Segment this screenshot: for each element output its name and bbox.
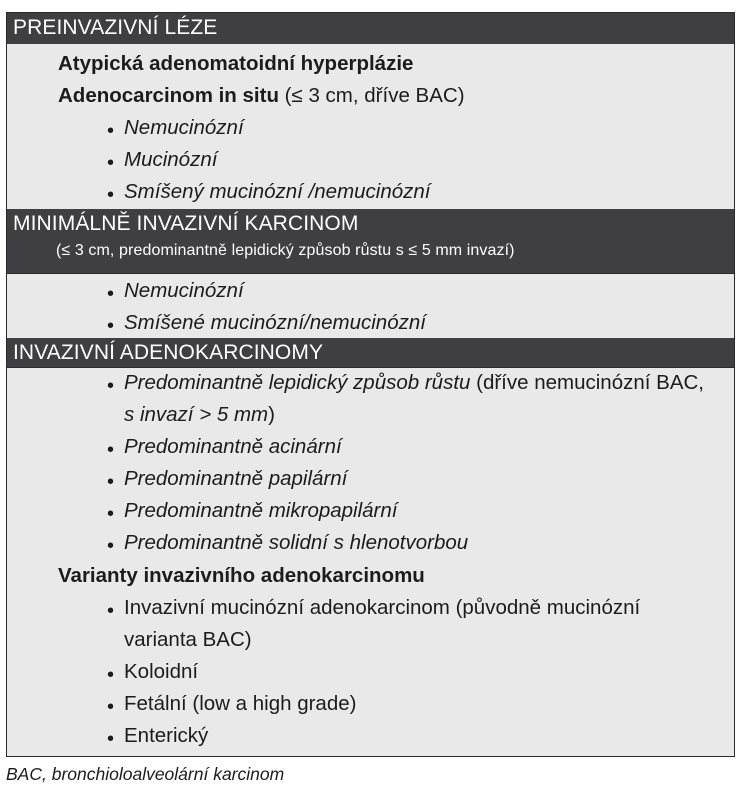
item-main: Adenocarcinom in situ [58,84,279,107]
bullet-icon: • [107,696,115,718]
bullet-icon: • [107,120,115,142]
bullet-icon: • [107,375,115,397]
bullet-item: Mucinózní [124,148,218,171]
section-header-text: PREINVAZIVNÍ LÉZE [13,16,218,39]
bullet-item-italic: Predominantně lepidický způsob růstu [124,371,471,394]
bullet-icon: • [107,728,115,750]
item-rest: (≤ 3 cm, dříve BAC) [278,84,465,107]
bullet-icon: • [107,471,115,493]
bullet-item: Predominantně mikropapilární [124,499,398,522]
bullet-item-italic: s invazí > 5 mm [124,403,269,426]
bullet-item [124,367,704,399]
item-variants-heading: Varianty invazivního adenokarcinomu [58,564,425,587]
section-header-text: MINIMÁLNĚ INVAZIVNÍ KARCINOM [13,212,359,235]
section-header-minimally-invasive [7,209,734,273]
bullet-item: Nemucinózní [124,279,244,302]
section-header-preinvasive [7,13,734,44]
bullet-item: Koloidní [124,660,199,683]
bullet-icon: • [107,315,115,337]
divider [7,273,734,274]
section-header-text: INVAZIVNÍ ADENOKARCINOMY [13,341,324,364]
section-subheader: (≤ 3 cm, predominantně lepidický způsob růstu s ≤ 5 mm invazí) [56,242,515,259]
bullet-item: Predominantně solidní s hlenotvorbou [124,531,469,554]
bullet-icon: • [107,664,115,686]
bullet-item: Nemucinózní [124,116,244,139]
bullet-icon: • [107,283,115,305]
bullet-icon: • [107,600,115,622]
classification-table [6,12,735,757]
item-adenocarcinoma-in-situ [58,80,465,112]
bullet-item-continuation [124,399,275,431]
bullet-item: Predominantně papilární [124,467,348,490]
bullet-item: Enterický [124,724,209,747]
bullet-item: Smíšený mucinózní /nemucinózní [124,180,431,203]
bullet-icon: • [107,535,115,557]
bullet-icon: • [107,439,115,461]
bullet-icon: • [107,184,115,206]
bullet-item: Predominantně acinární [124,435,342,458]
bullet-item: Invazivní mucinózní adenokarcinom (původně mucinózní [124,596,641,619]
item-atypical-hyperplasia: Atypická adenomatoidní hyperplázie [58,52,414,75]
bullet-item: Fetální (low a high grade) [124,692,357,715]
bullet-icon: • [107,152,115,174]
bullet-icon: • [107,503,115,525]
bullet-item-rest: ) [268,403,275,426]
bullet-item: Smíšené mucinózní/nemucinózní [124,311,426,334]
bullet-item-continuation: varianta BAC) [124,628,252,651]
footnote: BAC, bronchioloalveolární karcinom [6,764,285,784]
section-header-invasive [7,338,734,367]
bullet-item-rest: (dříve nemucinózní BAC, [470,371,704,394]
